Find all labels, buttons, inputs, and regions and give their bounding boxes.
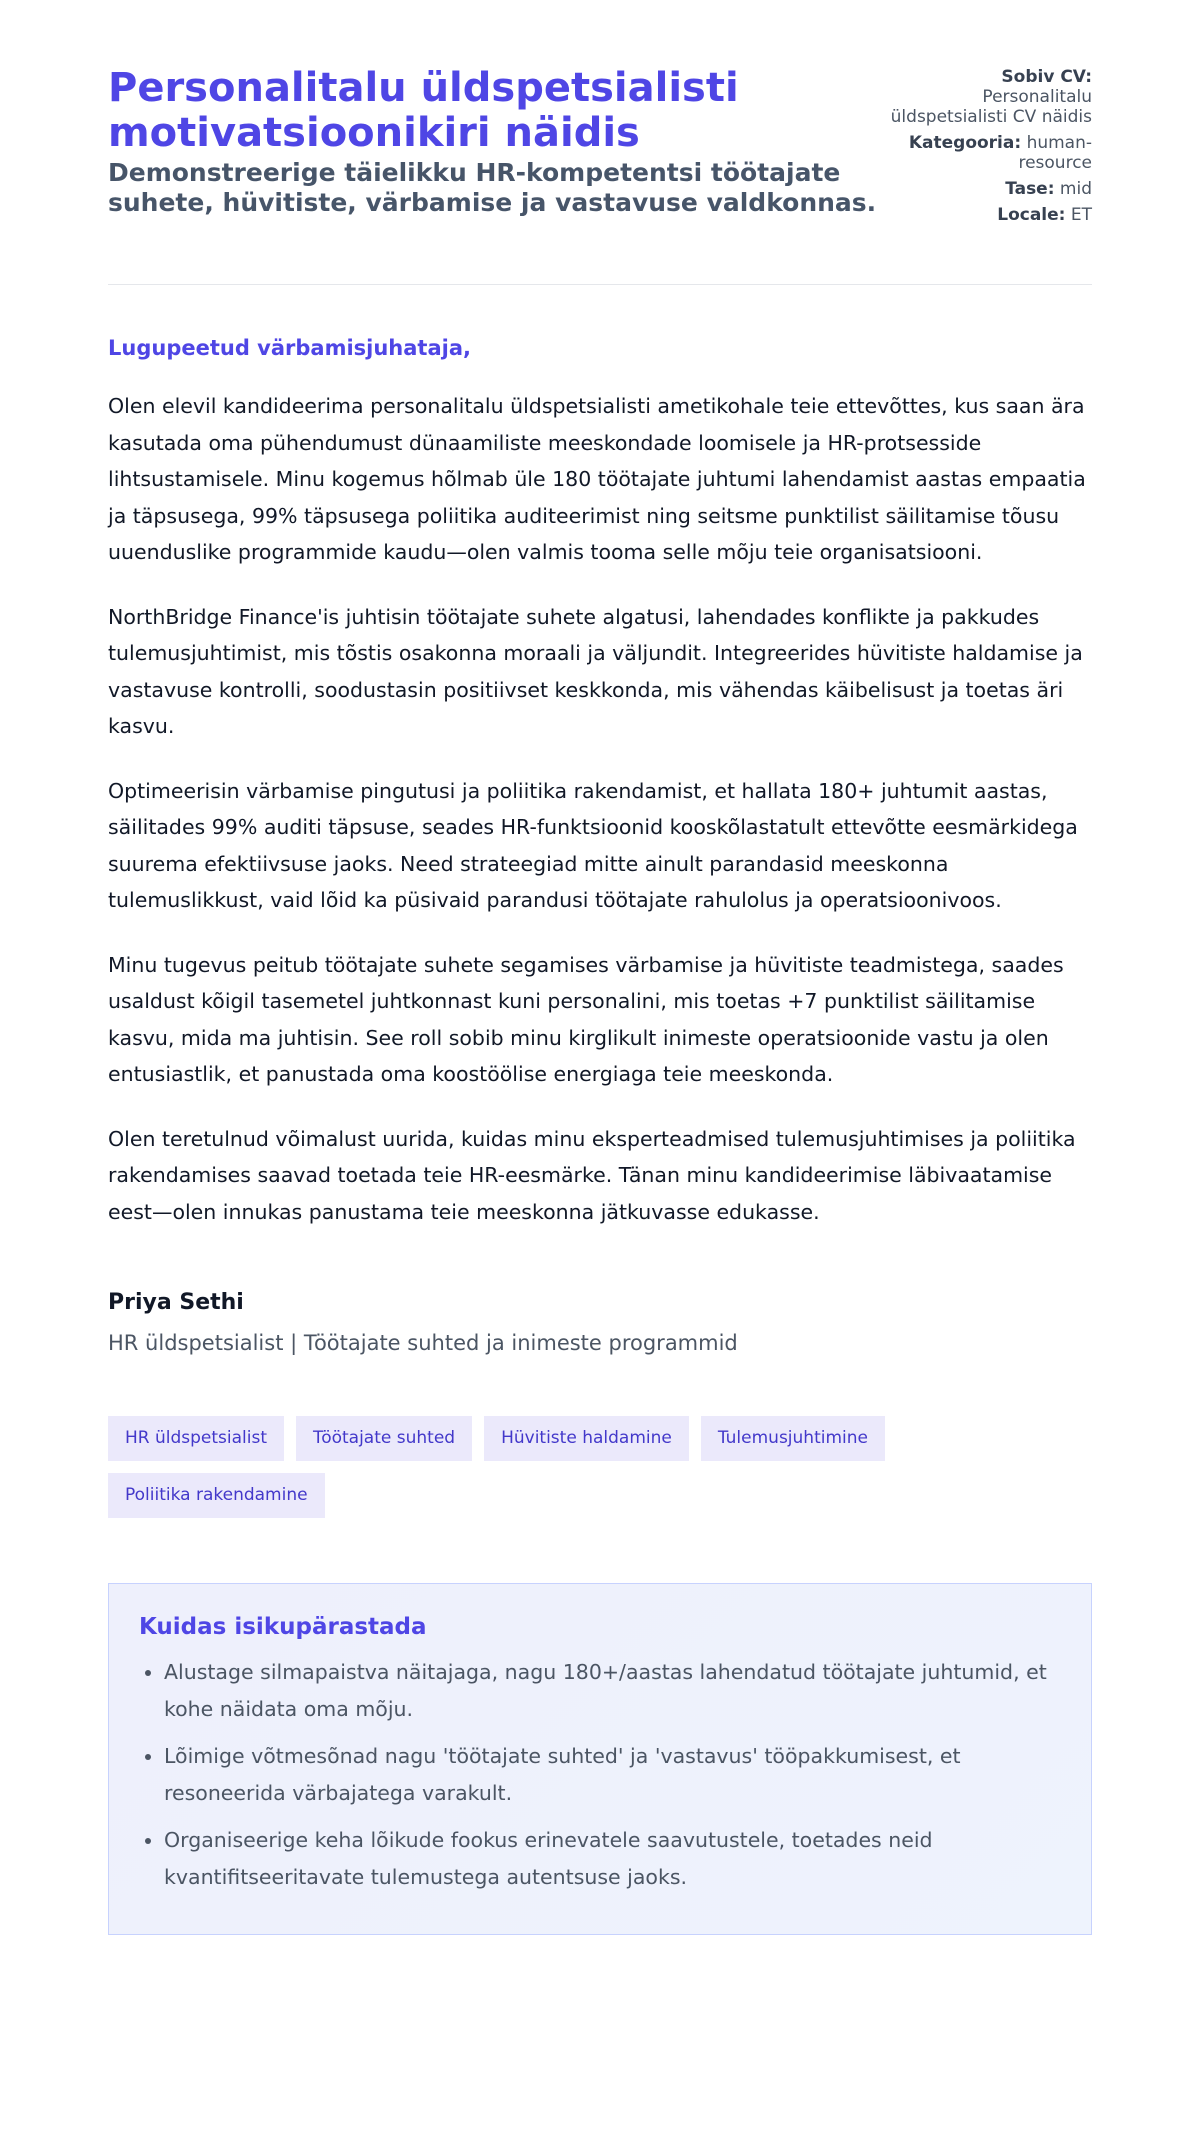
skill-tag: Hüvitiste haldamine xyxy=(484,1416,689,1461)
signature-name: Priya Sethi xyxy=(108,1290,244,1315)
letter-paragraph: NorthBridge Finance'is juhtisin töötajate suhete algatusi, lahendades konflikte ja pakkudes tulemusjuhtimist, mis tõstis osakonna moraali ja väljundit. Integreerides hüvitiste haldamise ja vastavuse kontrolli, soodustasin positiivset keskkonda, mis vähendas käibelisust ja toetas äri kasvu. xyxy=(108,604,1083,738)
meta-cv xyxy=(872,67,1092,127)
letter-paragraph: Olen teretulnud võimalust uurida, kuidas minu eksperteadmised tulemusjuhtimises ja poliitika rakendamises saavad toetada teie HR-eesmärke. Tänan minu kandideerimise läbivaatamise eest—olen innukas panustama teie meeskonna jätkuvasse edukasse. xyxy=(108,1126,1076,1224)
tips-list xyxy=(139,1654,1061,1896)
meta-category-label: Kategooria: xyxy=(908,133,1022,153)
meta-category-value: human-resource xyxy=(1018,133,1092,173)
meta-level-label: Tase: xyxy=(1005,179,1055,199)
signature-block xyxy=(108,1288,1092,1358)
meta-cv-value: Personalitalu üldspetsialisti CV näidis xyxy=(890,87,1092,127)
meta-locale xyxy=(872,205,1092,225)
page-header xyxy=(108,0,1092,285)
skill-tag: Tulemusjuhtimine xyxy=(701,1416,885,1461)
signature-role: HR üldspetsialist | Töötajate suhted ja inimeste programmid xyxy=(108,1331,738,1355)
letter-salutation: Lugupeetud värbamisjuhataja, xyxy=(108,336,471,360)
letter-paragraph: Olen elevil kandideerima personalitalu üldspetsialisti ametikohale teie ettevõttes, kus saan ära kasutada oma pühendumust dünaamiliste meeskondade loomisele ja HR-protsesside lihtsustamisele. Minu kogemus hõlmab üle 180 töötajate juhtumi lahendamist aastas empaatia ja täpsusega, 99% täpsusega poliitika auditeerimist ning seitsme punktilist säilitamise tõusu uuenduslike programmide kaudu—olen valmis tooma selle mõju teie organisatsiooni. xyxy=(108,394,1086,564)
page-title: Personalitalu üldspetsialisti motivatsioonikiri näidis xyxy=(108,65,739,156)
tips-title: Kuidas isikupärastada xyxy=(139,1614,427,1640)
meta-locale-label: Locale: xyxy=(997,205,1066,225)
letter-body xyxy=(108,388,1092,1230)
tips-list-item: • Organiseerige keha lõikude fookus erinevatele saavutustele, toetades neid kvantifitseeritavate tulemustega autentsuse jaoks. xyxy=(164,1822,1061,1896)
meta-locale-value: ET xyxy=(1070,205,1092,225)
skill-tag: HR üldspetsialist xyxy=(108,1416,284,1461)
page-subtitle: Demonstreerige täielikku HR-kompetentsi töötajate suhete, hüvitiste, värbamise ja vastavuse valdkonnas. xyxy=(108,158,877,217)
letter-paragraph: Minu tugevus peitub töötajate suhete segamises värbamise ja hüvitiste teadmistega, saades usaldust kõigil tasemetel juhtkonnast kuni personalini, mis toetas +7 punktilist säilitamise kasvu, mida ma juhtisin. See roll sobib minu kirglikult inimeste operatsioonide vastu ja olen entusiastlik, et panustada oma koostöölise energiaga teie meeskonda. xyxy=(108,952,1064,1086)
meta-level-value: mid xyxy=(1059,179,1092,199)
skill-tag: Töötajate suhted xyxy=(296,1416,472,1461)
tips-list-item: • Lõimige võtmesõnad nagu 'töötajate suhted' ja 'vastavus' tööpakkumisest, et resoneerida värbajatega varakult. xyxy=(164,1738,1061,1812)
meta-cv-label: Sobiv CV: xyxy=(1001,67,1092,87)
meta-level xyxy=(872,179,1092,199)
tips-list-item: • Alustage silmapaistva näitajaga, nagu 180+/aastas lahendatud töötajate juhtumid, et kohe näidata oma mõju. xyxy=(164,1654,1061,1728)
personalize-tips-box xyxy=(108,1583,1092,1935)
skill-tags xyxy=(108,1416,968,1518)
title-block xyxy=(108,66,878,218)
skill-tag: Poliitika rakendamine xyxy=(108,1473,325,1518)
meta-category xyxy=(872,133,1092,173)
meta-panel xyxy=(872,67,1092,231)
letter-paragraph: Optimeerisin värbamise pingutusi ja poliitika rakendamist, et hallata 180+ juhtumit aastas, säilitades 99% auditi täpsuse, seades HR-funktsioonid kooskõlastatult ettevõtte eesmärkidega suurema efektiivsuse jaoks. Need strateegiad mitte ainult parandasid meeskonna tulemuslikkust, vaid lõid ka püsivaid parandusi töötajate rahulolus ja operatsioonivoos. xyxy=(108,778,1078,912)
